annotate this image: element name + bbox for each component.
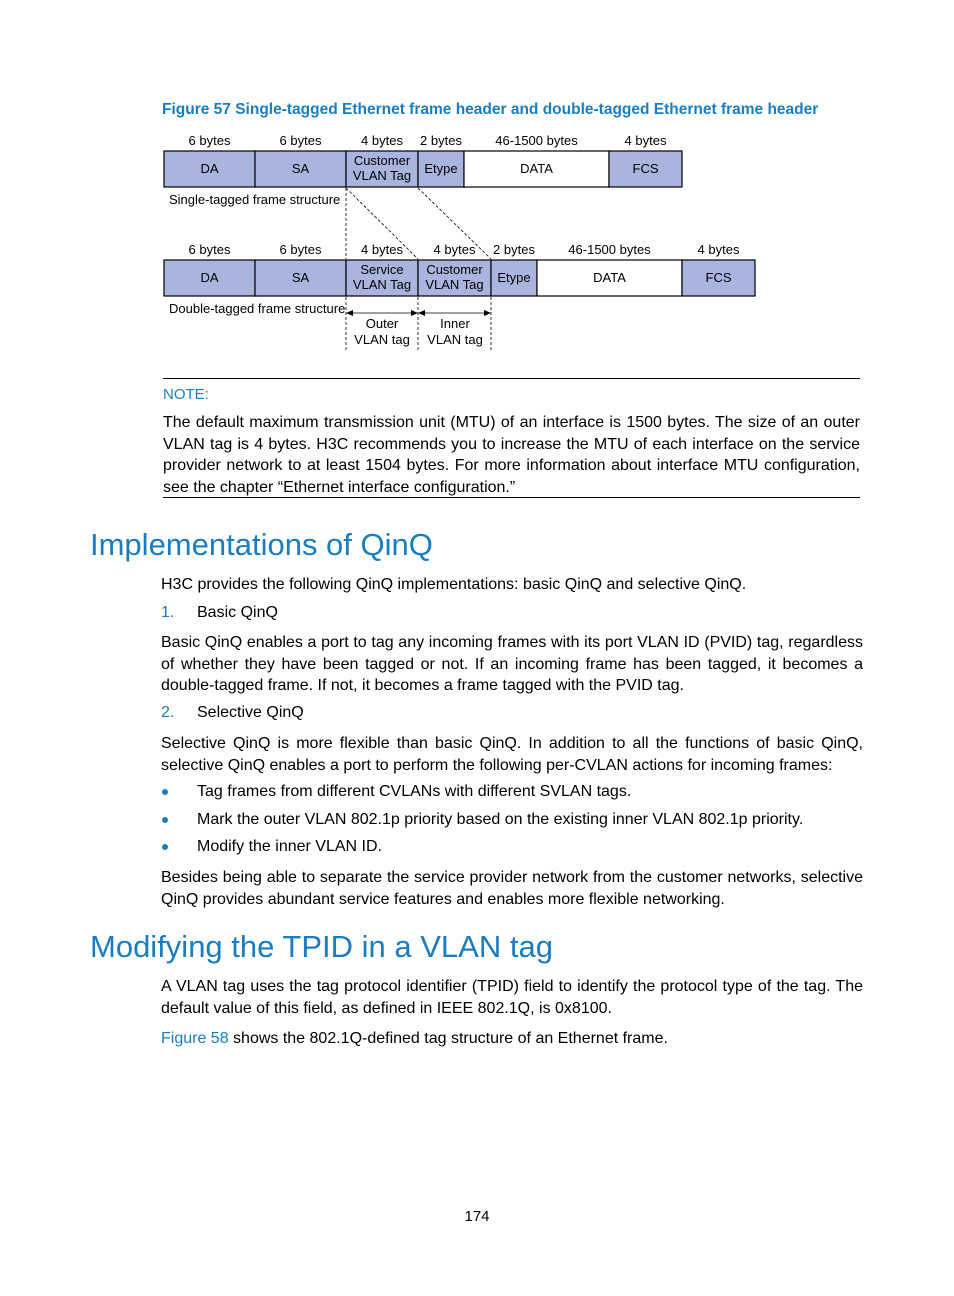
figure-58-link[interactable]: Figure 58 bbox=[161, 1030, 229, 1047]
note-label: NOTE: bbox=[163, 386, 209, 403]
double-size-label: 6 bytes bbox=[188, 242, 231, 257]
inner-label-line2: VLAN tag bbox=[427, 332, 483, 347]
inner-label-line1: Inner bbox=[440, 316, 470, 331]
outer-label-line1: Outer bbox=[365, 316, 399, 331]
double-field-label: SA bbox=[291, 270, 310, 285]
double-size-labels bbox=[189, 242, 740, 257]
single-field-label: FCS bbox=[632, 161, 659, 176]
frame-diagram bbox=[0, 0, 954, 360]
double-size-label: 4 bytes bbox=[361, 242, 403, 257]
section-heading-implementations: Implementations of QinQ bbox=[90, 527, 433, 562]
list-item-selective-qinq: Selective QinQ bbox=[197, 704, 304, 721]
basic-qinq-paragraph: Basic QinQ enables a port to tag any incoming frames with its port VLAN ID (PVID) tag, regardless of whether they have been tagged or not. If an incoming frame has been tagged, it becomes a double-tagged frame. If not, it becomes a frame tagged with the PVID tag. bbox=[161, 634, 863, 694]
bullet-item-3: Modify the inner VLAN ID. bbox=[197, 838, 382, 855]
double-size-label: 46-1500 bytes bbox=[568, 242, 651, 257]
double-field-label: DA bbox=[200, 270, 219, 285]
single-size-labels bbox=[189, 133, 667, 148]
list-number-2: 2. bbox=[161, 704, 175, 721]
single-caption: Single-tagged frame structure bbox=[169, 192, 341, 207]
outer-label-line2: VLAN tag bbox=[354, 332, 410, 347]
bullet-dot bbox=[162, 844, 168, 850]
single-size-label: 4 bytes bbox=[361, 133, 403, 148]
closing-paragraph: Besides being able to separate the service provider network from the customer networks, selective QinQ provides abundant service features and enables more flexible networking. bbox=[161, 869, 863, 908]
intro-paragraph: H3C provides the following QinQ implementations: basic QinQ and selective QinQ. bbox=[161, 576, 747, 593]
single-field-label: DA bbox=[200, 161, 219, 176]
double-size-label: 6 bytes bbox=[279, 242, 322, 257]
note-text: The default maximum transmission unit (MTU) of an interface is 1500 bytes. The size of an outer VLAN tag is 4 bytes. H3C recommends you to increase the MTU of each interface on the service provider network to at least 1504 bytes. For more information about interface MTU configuration, see the chapter “Ethernet interface configuration.” bbox=[163, 414, 860, 496]
figure-reference-line bbox=[161, 1028, 668, 1050]
bullet-dot bbox=[162, 817, 168, 823]
double-field-label: DATA bbox=[593, 270, 626, 285]
double-field-label: FCS bbox=[705, 270, 732, 285]
single-field-label: Customer bbox=[353, 153, 411, 168]
double-size-label: 2 bytes bbox=[493, 242, 535, 257]
double-field-label: VLAN Tag bbox=[425, 277, 484, 292]
double-field-label: Customer bbox=[426, 262, 483, 277]
single-field-label: Etype bbox=[424, 161, 458, 176]
double-field-label: Service bbox=[360, 262, 404, 277]
page-number: 174 bbox=[464, 1208, 490, 1225]
single-size-label: 4 bytes bbox=[624, 133, 667, 148]
single-size-label: 6 bytes bbox=[188, 133, 231, 148]
single-size-label: 46-1500 bytes bbox=[495, 133, 578, 148]
double-size-label: 4 bytes bbox=[433, 242, 476, 257]
bullet-item-2: Mark the outer VLAN 802.1p priority based on the existing inner VLAN 802.1p priority. bbox=[197, 811, 804, 828]
double-caption: Double-tagged frame structure bbox=[169, 301, 346, 316]
double-frame-fields bbox=[164, 260, 755, 296]
single-field-label: SA bbox=[291, 161, 310, 176]
section-heading-tpid: Modifying the TPID in a VLAN tag bbox=[90, 929, 553, 964]
figure-reference-text: shows the 802.1Q-defined tag structure of an Ethernet frame. bbox=[228, 1030, 668, 1047]
tpid-paragraph: A VLAN tag uses the tag protocol identifier (TPID) field to identify the protocol type of the tag. The default value of this field, as defined in IEEE 802.1Q, is 0x8100. bbox=[161, 978, 863, 1017]
single-size-label: 6 bytes bbox=[279, 133, 322, 148]
note-bottom-rule bbox=[163, 497, 860, 498]
bullet-item-1: Tag frames from different CVLANs with different SVLAN tags. bbox=[197, 783, 632, 800]
figure-title: Figure 57 Single-tagged Ethernet frame header and double-tagged Ethernet frame header bbox=[162, 101, 819, 118]
list-item-basic-qinq: Basic QinQ bbox=[197, 604, 278, 621]
note-top-rule bbox=[163, 378, 860, 379]
single-frame-fields bbox=[164, 151, 682, 187]
single-size-label: 2 bytes bbox=[420, 133, 462, 148]
double-field-label: Etype bbox=[497, 270, 531, 285]
selective-qinq-paragraph: Selective QinQ is more flexible than basic QinQ. In addition to all the functions of basic QinQ, selective QinQ enables a port to perform the following per-CVLAN actions for incoming frames: bbox=[161, 735, 863, 774]
list-number-1: 1. bbox=[161, 604, 175, 621]
double-field-label: VLAN Tag bbox=[352, 277, 412, 292]
bullet-dot bbox=[162, 789, 168, 795]
single-field-label: DATA bbox=[520, 161, 553, 176]
double-size-label: 4 bytes bbox=[697, 242, 740, 257]
single-field-label: VLAN Tag bbox=[352, 168, 412, 183]
